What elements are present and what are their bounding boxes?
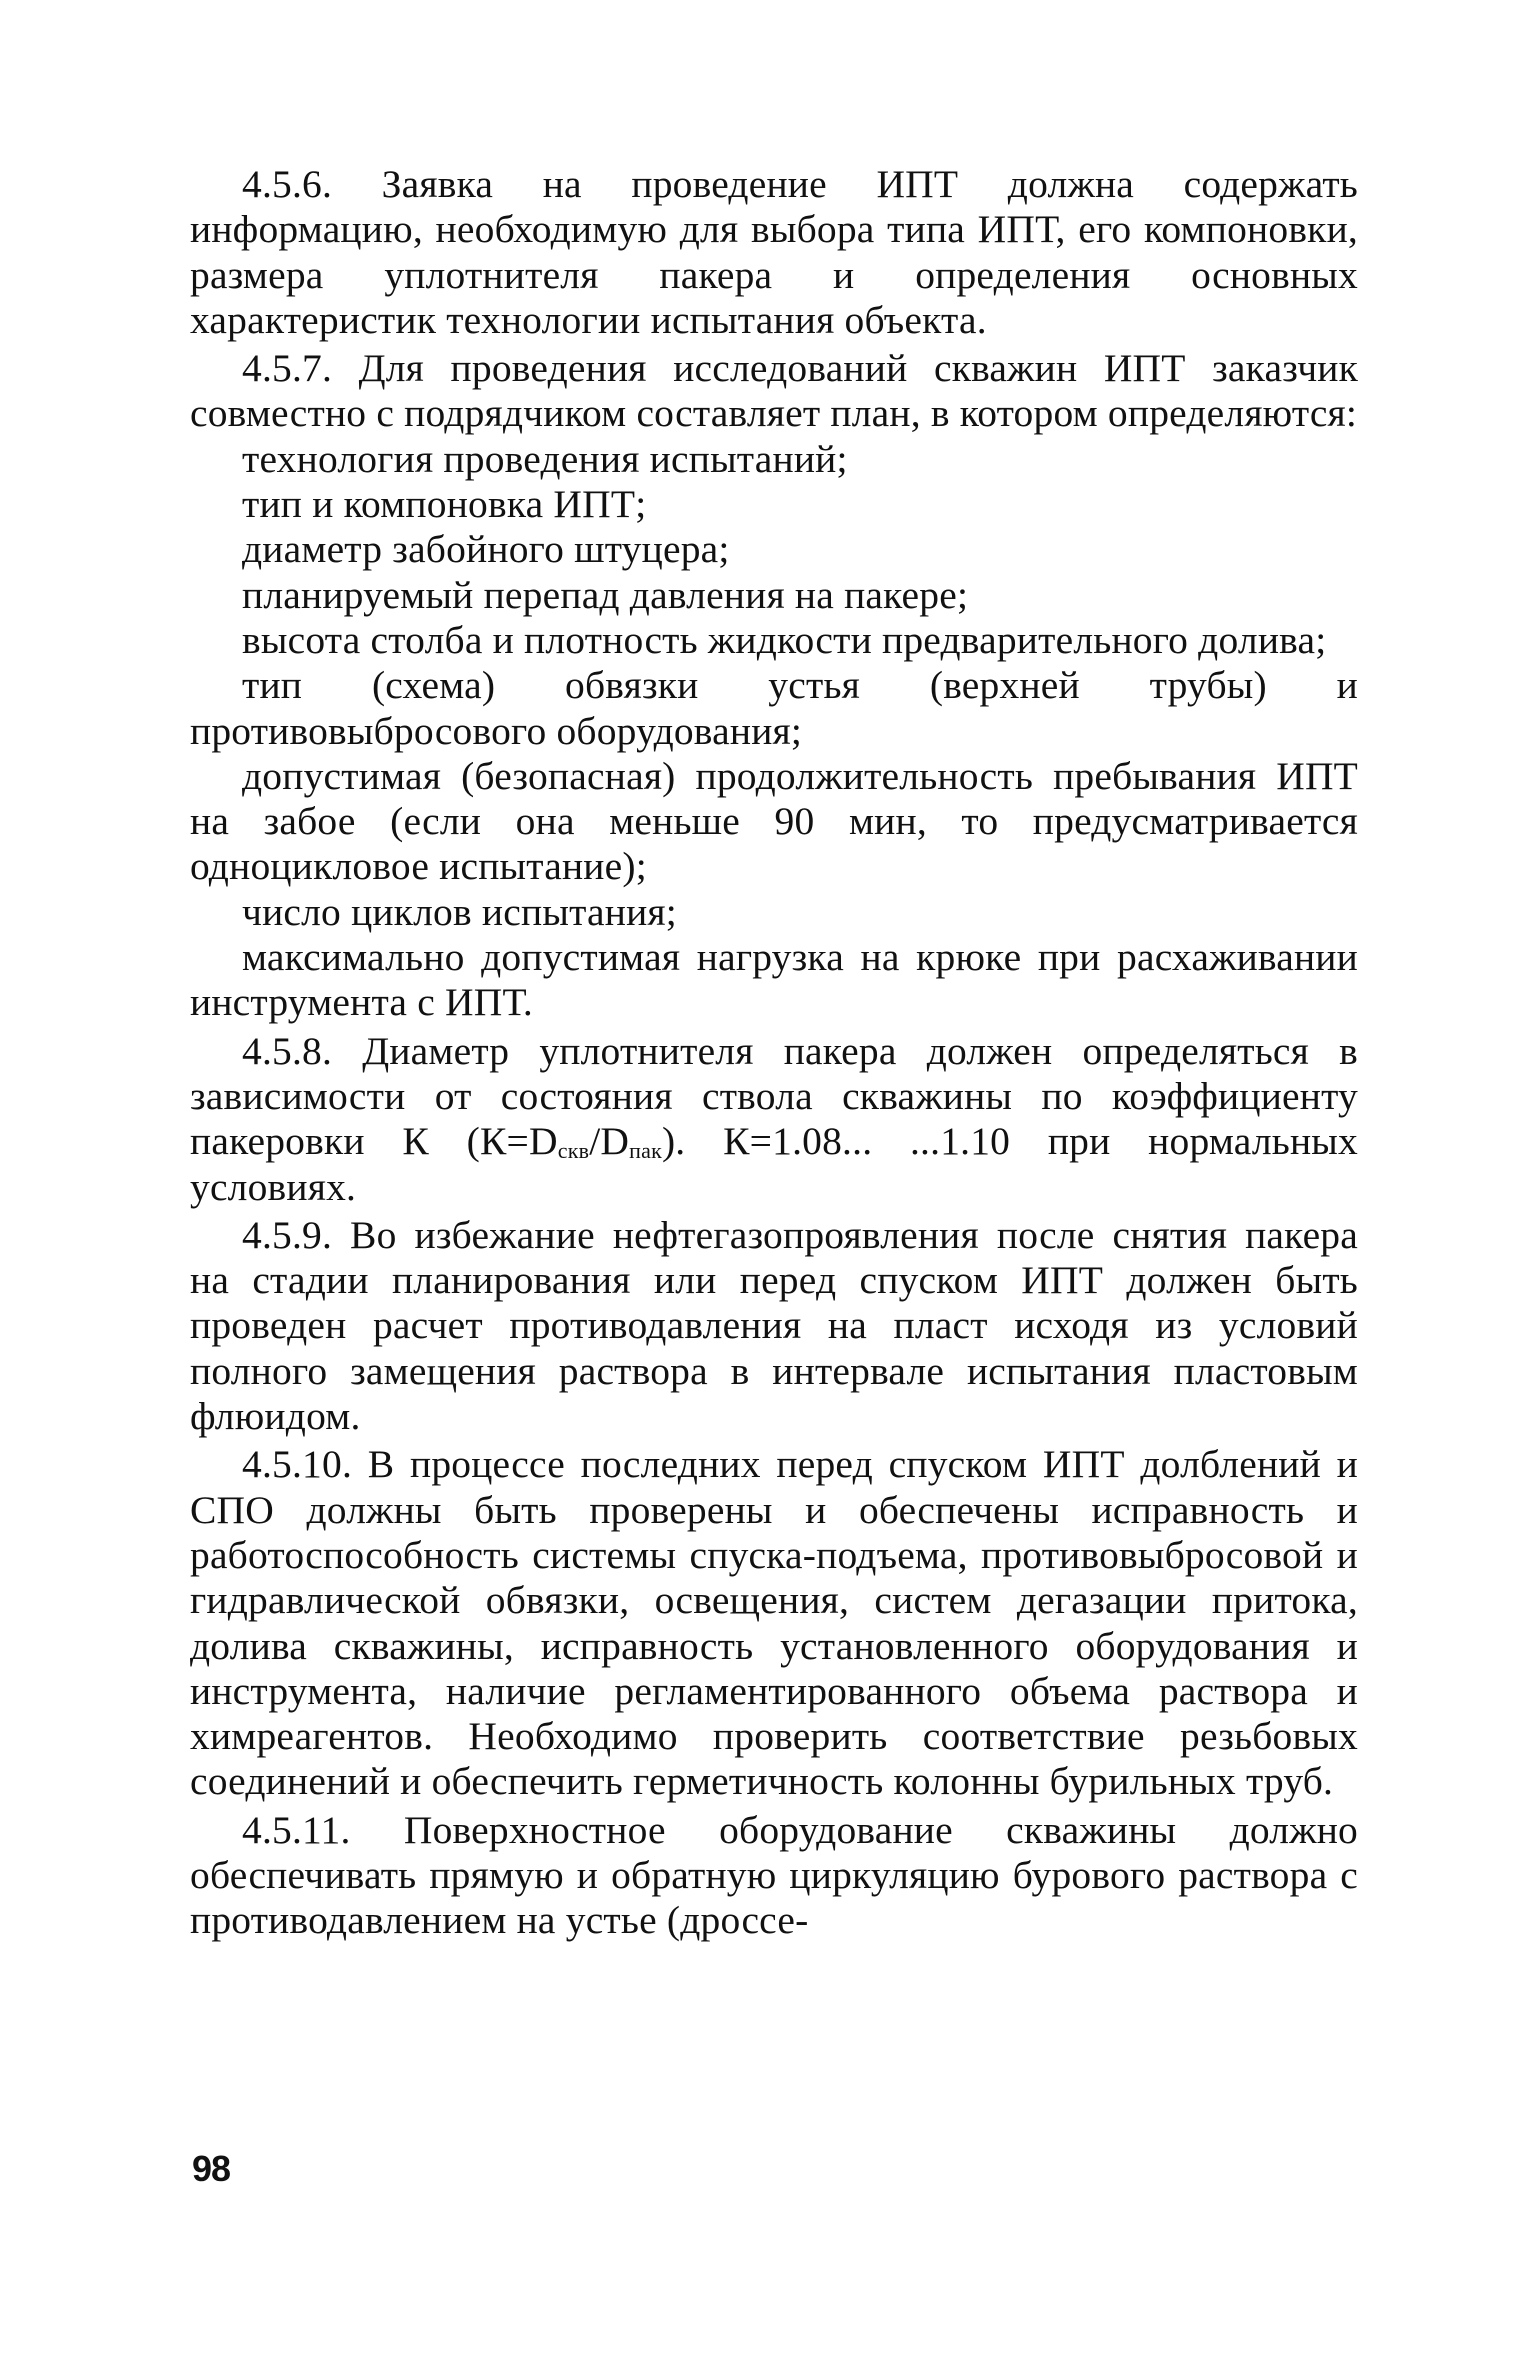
paragraph-4-5-7: 4.5.7. Для проведения исследований скважин ИПТ заказчик совместно с подрядчиком составляет план, в котором определяются: (190, 346, 1358, 436)
list-item-2: тип и компоновка ИПТ; (242, 482, 647, 527)
paragraph-4-5-8-text-after: ). К=1.08... ...1.10 при нормальных условиях. (190, 1119, 1358, 1209)
list-item-3: диаметр забойного штуцера; (242, 527, 730, 572)
paragraph-4-5-8-text-mid: /D (589, 1119, 630, 1164)
list-item-5: высота столба и плотность жидкости предварительного долива; (242, 617, 1327, 662)
page-number: 98 (192, 2148, 231, 2189)
paragraph-4-5-8 (190, 1029, 1358, 1210)
list-item-7: допустимая (безопасная) продолжительность пребывания ИПТ на забое (если она меньше 90 мин, то предусматривается одноцикловое испытание); (190, 753, 1358, 889)
paragraph-4-5-6: 4.5.6. Заявка на проведение ИПТ должна содержать информацию, необходимую для выбора типа ИПТ, его компоновки, размера уплотнителя пакера и определения основных характеристик технологии испытания объекта. (190, 162, 1358, 342)
subscript-packer: пак (629, 1138, 662, 1164)
list-item-8: число циклов испытания; (242, 889, 677, 934)
paragraph-4-5-9: 4.5.9. Во избежание нефтегазопроявления после снятия пакера на стадии планирования или перед спуском ИПТ должен быть проведен расчет противодавления на пласт исходя из условий полного замещения раствора в интервале испытания пластовым флюидом. (190, 1212, 1358, 1439)
list-item-6: тип (схема) обвязки устья (верхней трубы) и противовыбросового оборудования; (190, 663, 1358, 753)
document-page (190, 162, 1358, 1944)
list-item-4: планируемый перепад давления на пакере; (242, 572, 969, 617)
subscript-borehole: скв (557, 1138, 590, 1164)
paragraph-4-5-10: 4.5.10. В процессе последних перед спуском ИПТ долблений и СПО должны быть проверены и обеспечены исправность и работоспособность системы спуска-подъема, противовыбросовой и гидравлической обвязки, освещения, систем дегазации притока, долива скважины, исправность установленного оборудования и инструмента, наличие регламентированного объема раствора и химреагентов. Необходимо проверить соответствие резьбовых соединений и обеспечить герметичность колонны бурильных труб. (190, 1442, 1358, 1804)
list-item-1: технология проведения испытаний; (242, 436, 848, 481)
paragraph-4-5-11: 4.5.11. Поверхностное оборудование скважины должно обеспечивать прямую и обратную циркуляцию бурового раствора с противодавлением на устье (дроссе- (190, 1807, 1358, 1943)
paragraph-4-5-8-text-before: 4.5.8. Диаметр уплотнителя пакера должен определяться в зависимости от состояния ствола скважины по коэффициенту пакеровки К (К=D (190, 1028, 1358, 1164)
list-item-9: максимально допустимая нагрузка на крюке при расхаживании инструмента с ИПТ. (190, 935, 1358, 1025)
